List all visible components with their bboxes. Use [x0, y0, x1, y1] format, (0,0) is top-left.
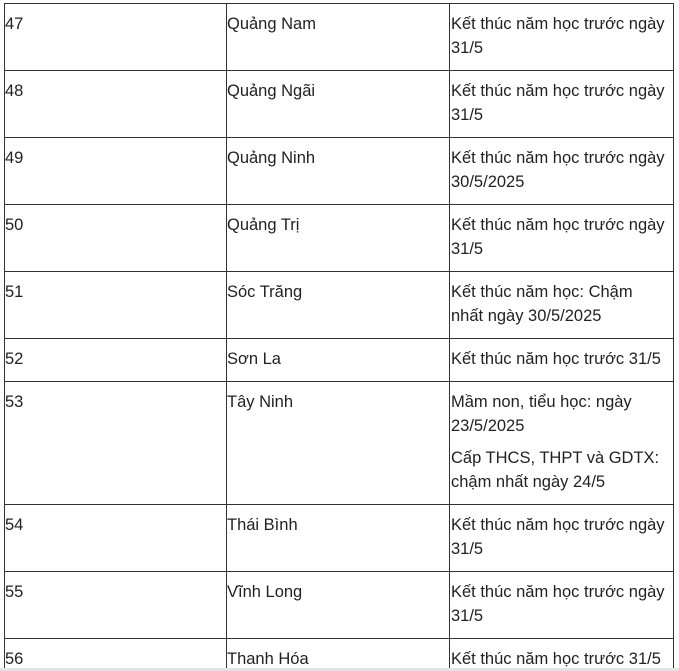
- row-number: 52: [5, 339, 227, 382]
- province-name: Quảng Ninh: [227, 138, 450, 205]
- note-line: Kết thúc năm học trước ngày: [451, 583, 665, 601]
- row-number: 53: [5, 382, 227, 505]
- province-name: Thanh Hóa: [227, 639, 450, 671]
- note-paragraph: [451, 580, 673, 628]
- note-line: Kết thúc năm học trước ngày: [451, 82, 665, 100]
- end-date-note: [450, 205, 674, 272]
- school-year-end-table: [4, 3, 674, 671]
- table-row: [5, 205, 674, 272]
- note-paragraph: [451, 513, 673, 561]
- end-date-note: [450, 572, 674, 639]
- note-line: Kết thúc năm học trước 31/5: [451, 650, 661, 668]
- table-row: [5, 382, 674, 505]
- note-paragraph: [451, 280, 673, 328]
- table-row: [5, 339, 674, 382]
- note-line: 31/5: [451, 39, 484, 57]
- province-name: Thái Bình: [227, 505, 450, 572]
- province-name: Sóc Trăng: [227, 272, 450, 339]
- end-date-note: [450, 4, 674, 71]
- note-line: Cấp THCS, THPT và GDTX:: [451, 449, 660, 467]
- row-number: 55: [5, 572, 227, 639]
- row-number: 49: [5, 138, 227, 205]
- note-line: Kết thúc năm học trước ngày: [451, 149, 665, 167]
- note-line: Kết thúc năm học: Chậm: [451, 283, 633, 301]
- province-name: Quảng Nam: [227, 4, 450, 71]
- table-row: [5, 639, 674, 671]
- row-number: 48: [5, 71, 227, 138]
- province-name: Sơn La: [227, 339, 450, 382]
- note-line: 31/5: [451, 106, 484, 124]
- province-name: Vĩnh Long: [227, 572, 450, 639]
- row-number: 50: [5, 205, 227, 272]
- note-line: Kết thúc năm học trước ngày: [451, 216, 665, 234]
- end-date-note: [450, 639, 674, 671]
- note-line: 31/5: [451, 240, 484, 258]
- province-name: Tây Ninh: [227, 382, 450, 505]
- end-date-note: [450, 339, 674, 382]
- row-number: 51: [5, 272, 227, 339]
- note-line: 31/5: [451, 607, 484, 625]
- table-row: [5, 4, 674, 71]
- table-row: [5, 71, 674, 138]
- table-row: [5, 572, 674, 639]
- province-name: Quảng Trị: [227, 205, 450, 272]
- note-line: Kết thúc năm học trước 31/5: [451, 350, 661, 368]
- end-date-note: [450, 272, 674, 339]
- table-body: [5, 4, 674, 671]
- note-line: 31/5: [451, 540, 484, 558]
- note-paragraph: [451, 347, 673, 371]
- note-line: chậm nhất ngày 24/5: [451, 473, 606, 491]
- note-paragraph: [451, 213, 673, 261]
- note-line: Kết thúc năm học trước ngày: [451, 516, 665, 534]
- note-paragraph: [451, 79, 673, 127]
- end-date-note: [450, 505, 674, 572]
- note-paragraph: [451, 446, 673, 494]
- end-date-note: [450, 382, 674, 505]
- province-name: Quảng Ngãi: [227, 71, 450, 138]
- row-number: 47: [5, 4, 227, 71]
- note-paragraph: [451, 390, 673, 438]
- row-number: 54: [5, 505, 227, 572]
- end-date-note: [450, 138, 674, 205]
- row-number: 56: [5, 639, 227, 671]
- note-line: 30/5/2025: [451, 173, 525, 191]
- table-row: [5, 272, 674, 339]
- note-paragraph: [451, 146, 673, 194]
- note-line: nhất ngày 30/5/2025: [451, 307, 602, 325]
- end-date-note: [450, 71, 674, 138]
- note-line: Kết thúc năm học trước ngày: [451, 15, 665, 33]
- table-row: [5, 505, 674, 572]
- note-paragraph: [451, 12, 673, 60]
- table-row: [5, 138, 674, 205]
- note-line: Mầm non, tiểu học: ngày: [451, 393, 632, 411]
- note-line: 23/5/2025: [451, 417, 525, 435]
